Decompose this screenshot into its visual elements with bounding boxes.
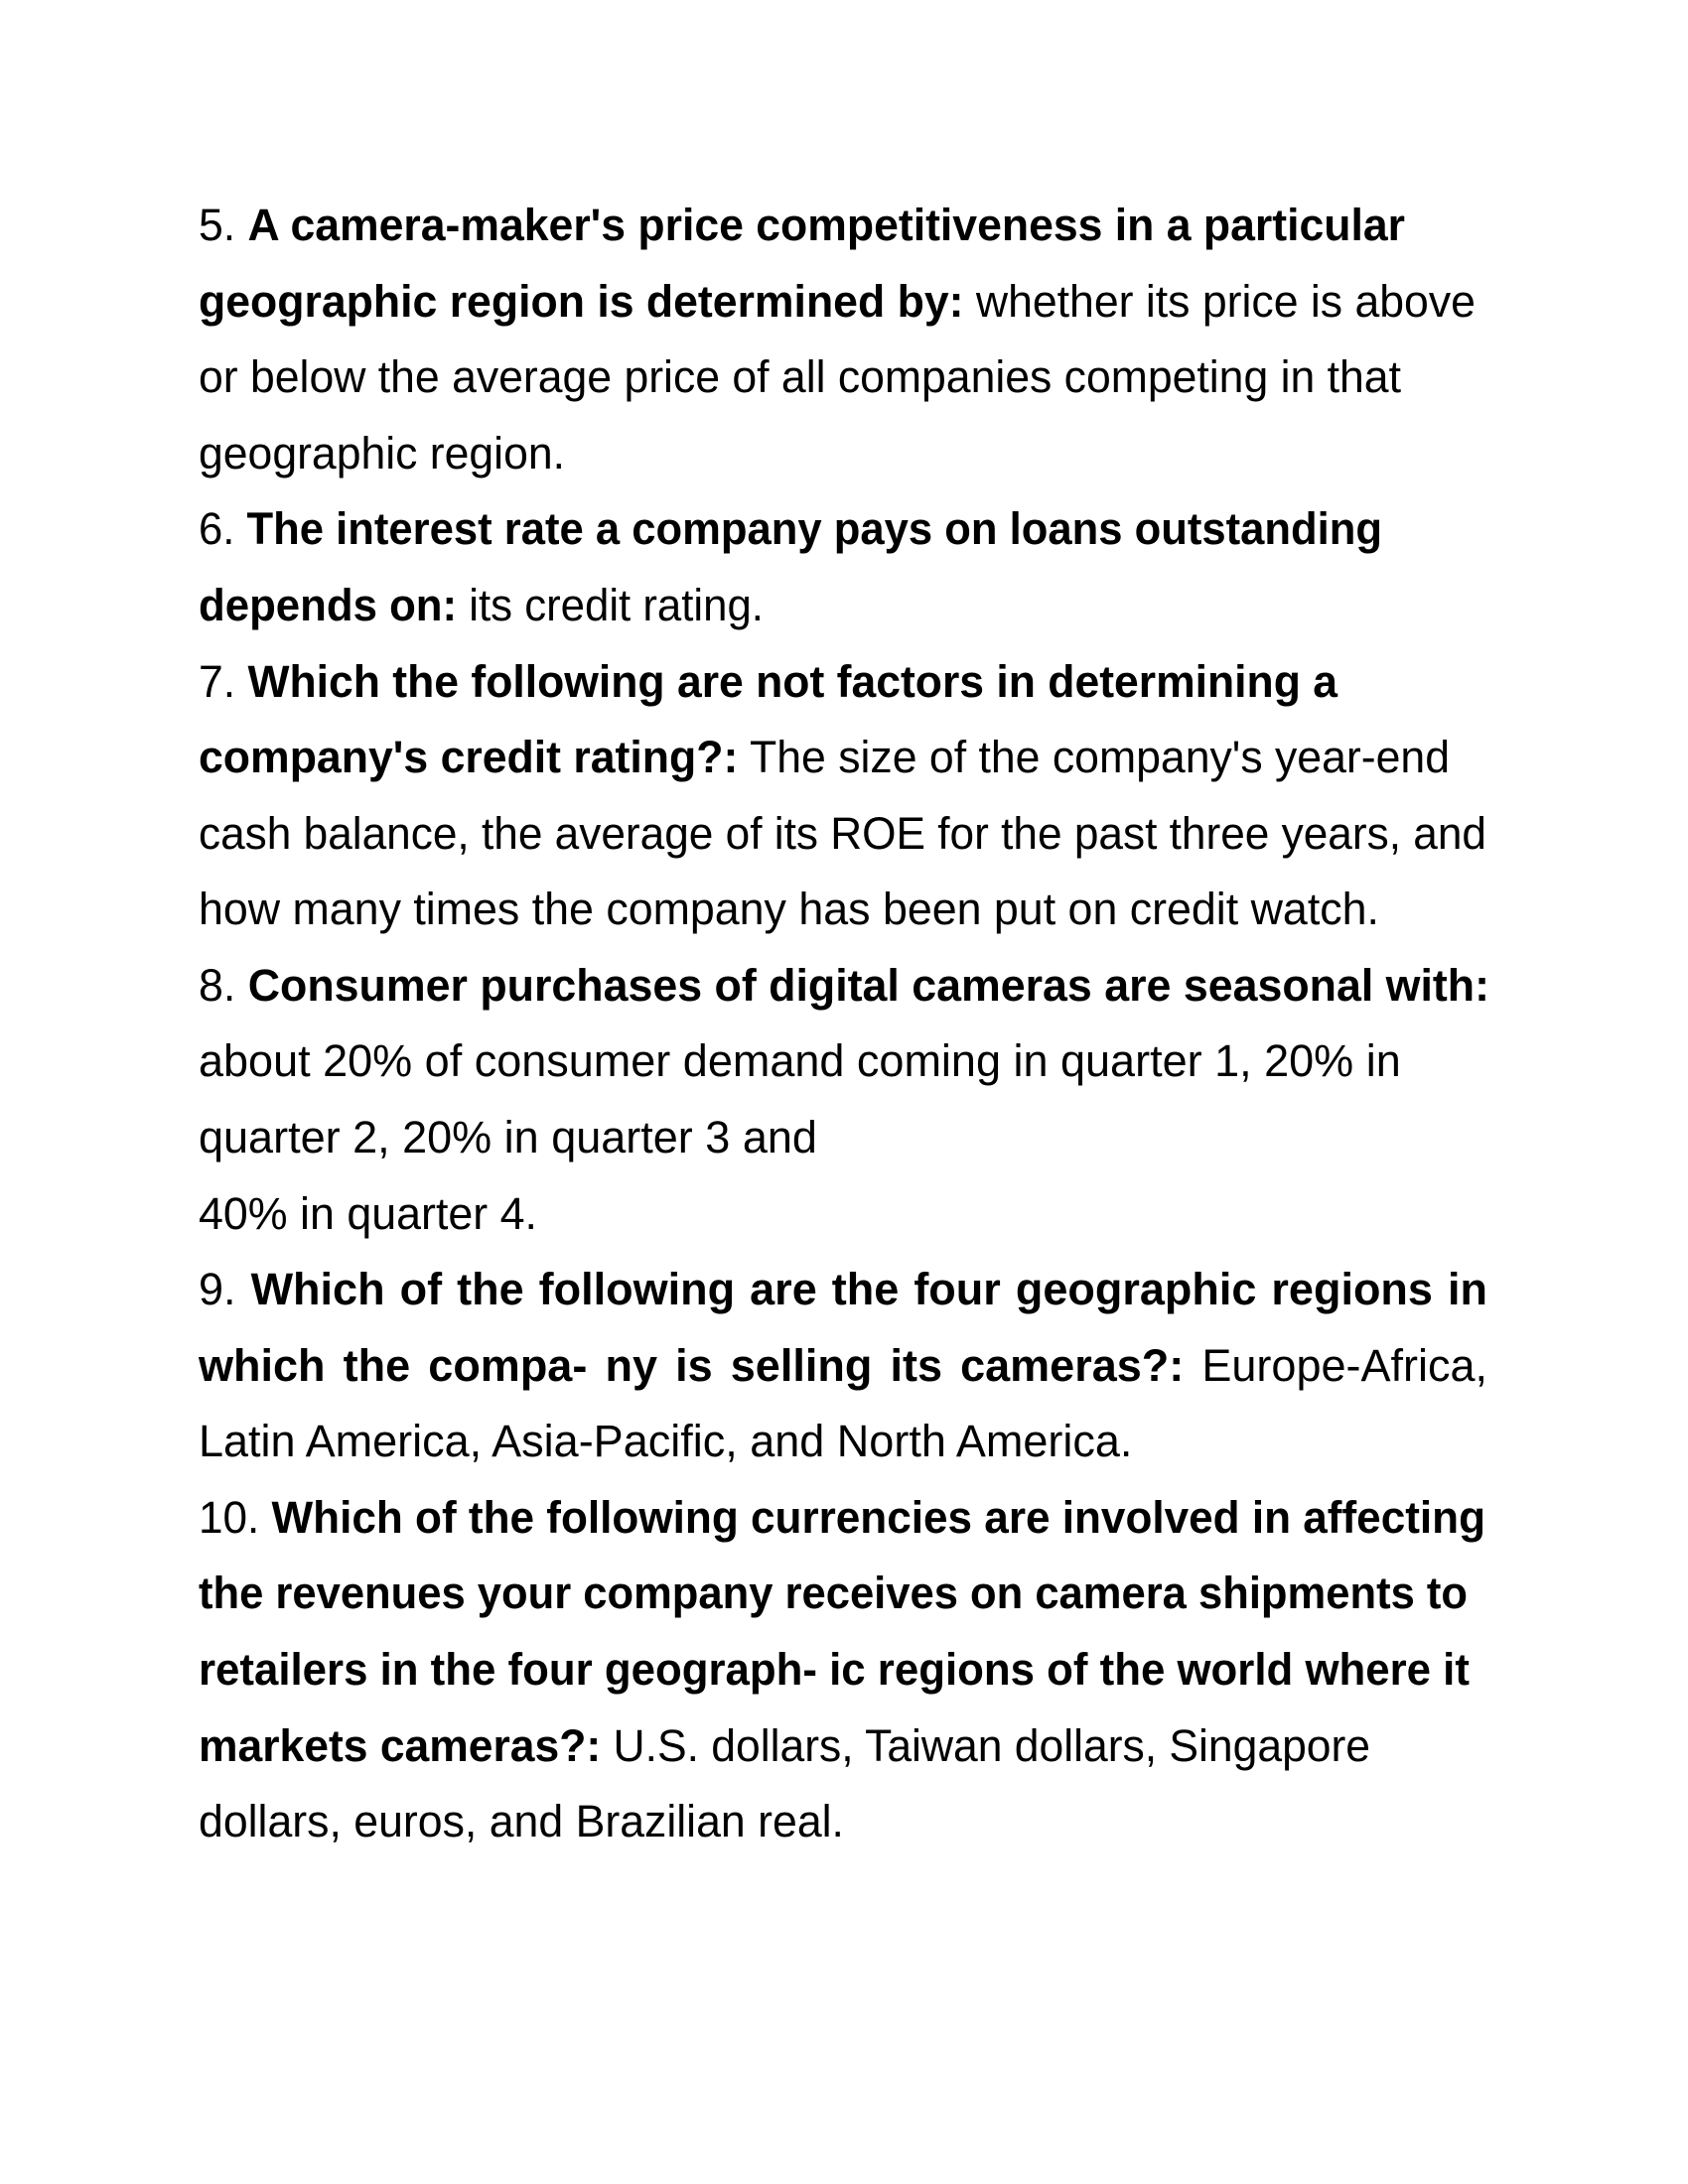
answer-text: whether its price is above — [963, 276, 1476, 327]
item-7-line-4 — [199, 884, 1379, 935]
answer-text: The size of the company's year-end — [738, 732, 1451, 782]
answer-text: how many times the company has been put on credit watch. — [199, 884, 1379, 934]
item-number: 6. — [199, 503, 247, 554]
item-7-line-1 — [199, 656, 1337, 708]
answer-text: geographic region. — [199, 428, 566, 478]
item-number: 9. — [199, 1264, 251, 1314]
question-text: retailers in the four geograph- ic regions of the world where it — [199, 1644, 1470, 1695]
answer-text: Europe-Africa, — [1184, 1340, 1488, 1391]
question-text: Which of the following are the four geographic regions in — [250, 1264, 1487, 1314]
answer-text: 40% in quarter 4. — [199, 1188, 538, 1239]
item-9-line-2 — [199, 1340, 1487, 1392]
question-text: which the compa- ny is selling its cameras?: — [199, 1340, 1185, 1391]
item-number: 10. — [199, 1492, 272, 1543]
item-8-line-1 — [199, 960, 1489, 1012]
item-number: 5. — [199, 200, 248, 250]
question-text: Consumer purchases of digital cameras are seasonal with: — [247, 960, 1490, 1011]
question-text: Which of the following currencies are involved in affecting — [271, 1492, 1486, 1543]
answer-text: about 20% of consumer demand coming in quarter 1, 20% in — [199, 1035, 1401, 1086]
question-text: geographic region is determined by: — [199, 276, 964, 327]
question-text: The interest rate a company pays on loans outstanding — [246, 503, 1383, 554]
item-7-line-3 — [199, 808, 1486, 860]
item-8-line-4 — [199, 1188, 537, 1240]
answer-text: its credit rating. — [457, 580, 764, 630]
question-text: markets cameras?: — [199, 1720, 602, 1771]
item-6-line-1 — [199, 503, 1382, 555]
item-10-line-1 — [199, 1492, 1485, 1544]
item-5-line-4 — [199, 428, 565, 479]
answer-text: U.S. dollars, Taiwan dollars, Singapore — [601, 1720, 1371, 1771]
item-6-line-2 — [199, 580, 764, 631]
answer-text: cash balance, the average of its ROE for the past three years, and — [199, 808, 1486, 859]
question-text: the revenues your company receives on camera shipments to — [199, 1568, 1468, 1618]
question-text: depends on: — [199, 580, 458, 630]
item-10-line-4 — [199, 1720, 1370, 1772]
question-text: Which the following are not factors in determining a — [247, 656, 1338, 707]
item-number: 8. — [199, 960, 248, 1011]
item-5-line-1 — [199, 200, 1405, 251]
question-text: company's credit rating?: — [199, 732, 739, 782]
item-10-line-3 — [199, 1644, 1470, 1696]
item-9-line-1 — [199, 1264, 1487, 1315]
item-9-line-3 — [199, 1416, 1132, 1467]
answer-text: quarter 2, 20% in quarter 3 and — [199, 1112, 817, 1162]
item-10-line-5 — [199, 1796, 844, 1847]
item-5-line-2 — [199, 276, 1476, 328]
item-5-line-3 — [199, 351, 1401, 403]
item-number: 7. — [199, 656, 248, 707]
answer-text: Latin America, Asia-Pacific, and North America. — [199, 1416, 1133, 1466]
item-7-line-2 — [199, 732, 1450, 783]
item-10-line-2 — [199, 1568, 1468, 1619]
answer-text: dollars, euros, and Brazilian real. — [199, 1796, 844, 1846]
answer-text: or below the average price of all companies competing in that — [199, 351, 1401, 402]
item-8-line-3 — [199, 1112, 817, 1163]
item-8-line-2 — [199, 1035, 1401, 1087]
question-text: A camera-maker's price competitiveness in a particular — [247, 200, 1405, 250]
